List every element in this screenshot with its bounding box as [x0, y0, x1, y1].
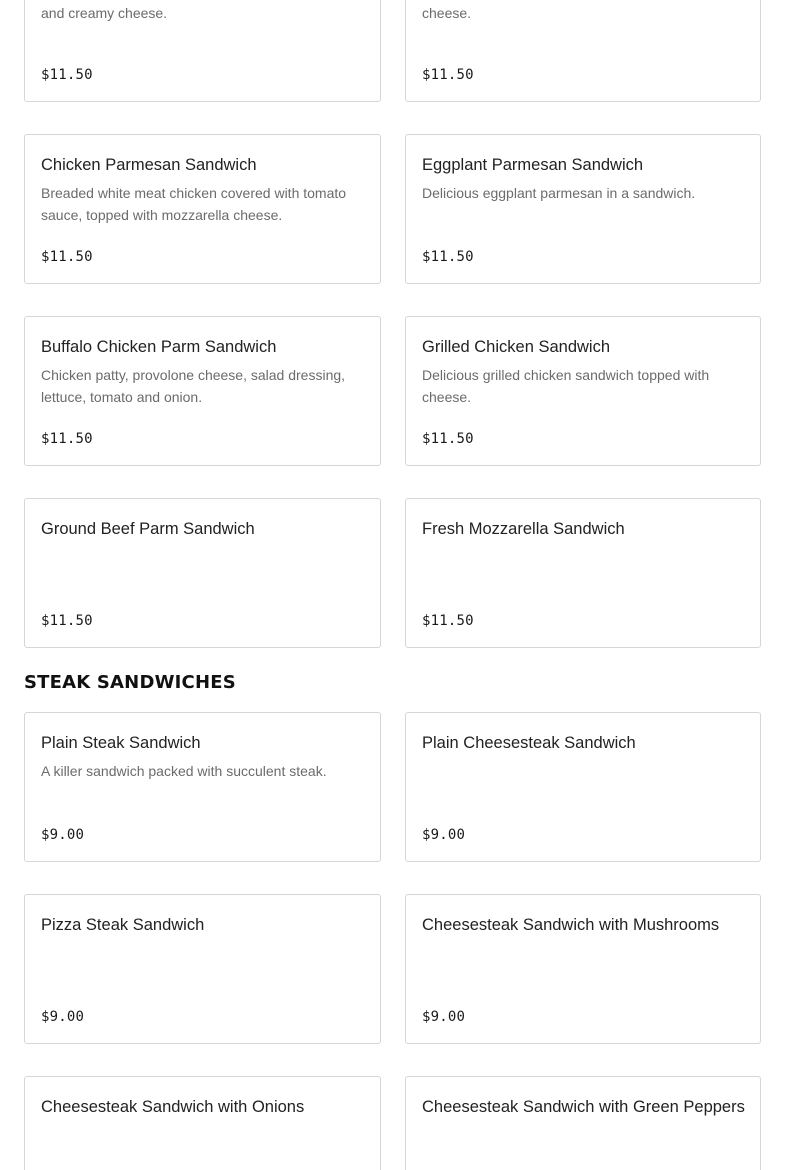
- menu-item-card[interactable]: [405, 0, 761, 102]
- item-description: Breaded white meat chicken covered with tomato sauce, topped with mozzarella cheese.: [41, 185, 347, 223]
- menu-item-card[interactable]: [405, 712, 761, 862]
- menu-item-card[interactable]: [24, 0, 381, 102]
- item-name: Chicken Parmesan Sandwich: [41, 156, 257, 174]
- menu-item-card[interactable]: [405, 316, 761, 466]
- item-name: Plain Steak Sandwich: [41, 734, 201, 752]
- item-price: $11.50: [422, 249, 474, 265]
- item-name: Pizza Steak Sandwich: [41, 916, 205, 934]
- item-name: Cheesesteak Sandwich with Green Peppers: [422, 1098, 745, 1116]
- menu-item-card[interactable]: [24, 316, 381, 466]
- item-name: Plain Cheesesteak Sandwich: [422, 734, 636, 752]
- item-price: $11.50: [422, 613, 474, 629]
- item-price: $9.00: [422, 1009, 466, 1025]
- item-price: $9.00: [422, 827, 466, 843]
- section-heading-steak-sandwiches: STEAK SANDWICHES: [24, 672, 236, 693]
- item-description: cheese.: [422, 5, 472, 21]
- item-description: Delicious grilled chicken sandwich topped with cheese.: [422, 367, 710, 405]
- menu-item-card[interactable]: [24, 498, 381, 648]
- item-name: Cheesesteak Sandwich with Onions: [41, 1098, 305, 1116]
- item-price: $9.00: [41, 1009, 85, 1025]
- menu-item-card[interactable]: [24, 1076, 381, 1170]
- item-name: Cheesesteak Sandwich with Mushrooms: [422, 916, 720, 934]
- item-price: $11.50: [41, 431, 93, 447]
- item-price: $9.00: [41, 827, 85, 843]
- item-price: $11.50: [422, 67, 474, 83]
- steak-sandwich-grid: [24, 712, 761, 1170]
- item-description: A killer sandwich packed with succulent steak.: [41, 763, 327, 779]
- menu-item-card[interactable]: [405, 1076, 761, 1170]
- sandwich-grid: [24, 0, 761, 648]
- item-name: Grilled Chicken Sandwich: [422, 338, 611, 356]
- menu-item-card[interactable]: [24, 894, 381, 1044]
- item-name: Ground Beef Parm Sandwich: [41, 520, 255, 538]
- item-name: Buffalo Chicken Parm Sandwich: [41, 338, 277, 356]
- menu-item-card[interactable]: [405, 498, 761, 648]
- item-name: Eggplant Parmesan Sandwich: [422, 156, 644, 174]
- menu-item-card[interactable]: [405, 894, 761, 1044]
- item-name: Fresh Mozzarella Sandwich: [422, 520, 625, 538]
- item-price: $11.50: [41, 613, 93, 629]
- item-price: $11.50: [41, 249, 93, 265]
- item-description: Chicken patty, provolone cheese, salad dressing, lettuce, tomato and onion.: [41, 367, 346, 405]
- item-description: and creamy cheese.: [41, 5, 168, 21]
- menu-item-card[interactable]: [24, 712, 381, 862]
- item-description: Delicious eggplant parmesan in a sandwich.: [422, 185, 696, 201]
- item-price: $11.50: [41, 67, 93, 83]
- item-price: $11.50: [422, 431, 474, 447]
- menu-item-card[interactable]: [24, 134, 381, 284]
- menu-item-card[interactable]: [405, 134, 761, 284]
